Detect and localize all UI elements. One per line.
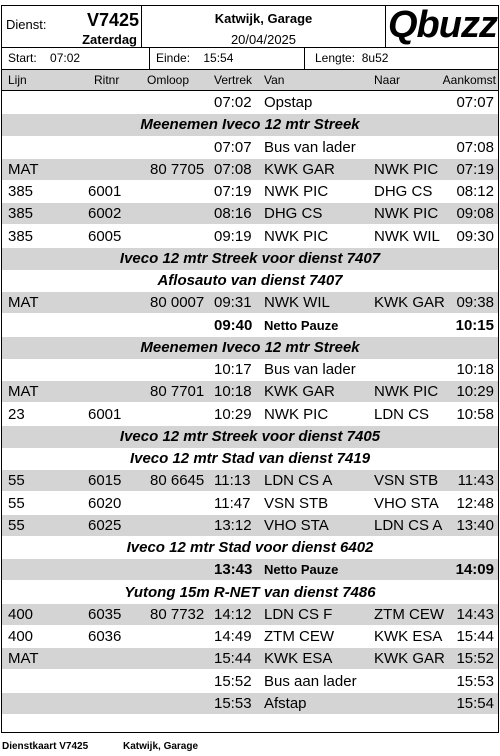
pause-row bbox=[2, 315, 498, 337]
cell-lijn: 385 bbox=[8, 227, 34, 245]
cell-vertrek: 14:49 bbox=[214, 628, 252, 645]
cell-lijn: 385 bbox=[8, 183, 34, 200]
trip-row bbox=[2, 381, 498, 403]
cell-van: DHG CS bbox=[264, 205, 323, 223]
cell-lijn: MAT bbox=[8, 650, 39, 668]
cell-vertrek: 14:12 bbox=[214, 605, 252, 623]
cell-van: Afstap bbox=[264, 694, 307, 712]
cell-lijn: MAT bbox=[8, 160, 39, 178]
cell-lijn: 400 bbox=[8, 628, 34, 645]
cell-van: VSN STB bbox=[264, 494, 329, 512]
cell-naar: NWK PIC bbox=[374, 383, 439, 401]
cell-vertrek: 07:19 bbox=[214, 183, 252, 200]
trip-row bbox=[2, 470, 498, 492]
start-cell bbox=[2, 48, 150, 69]
cell-vertrek: 09:31 bbox=[214, 294, 252, 312]
cell-van: NWK PIC bbox=[264, 183, 329, 200]
cell-lijn: MAT bbox=[8, 294, 39, 312]
cell-vertrek: 07:07 bbox=[214, 138, 252, 156]
cell-vertrek: 09:40 bbox=[214, 316, 253, 334]
cell-vertrek: 15:52 bbox=[214, 672, 252, 690]
section-title: Meenemen Iveco 12 mtr Streek bbox=[2, 114, 498, 136]
cell-vertrek: 10:18 bbox=[214, 383, 252, 401]
cell-naar: NWK PIC bbox=[374, 205, 439, 223]
cell-vertrek: 15:44 bbox=[214, 650, 252, 668]
cell-aankomst: 15:52 bbox=[456, 650, 494, 668]
cell-van: Netto Pauze bbox=[264, 317, 339, 333]
cell-aankomst: 07:19 bbox=[456, 160, 494, 178]
cell-van: LDN CS A bbox=[264, 472, 333, 490]
cell-naar: LDN CS bbox=[374, 405, 430, 423]
cell-vertrek: 08:16 bbox=[214, 205, 252, 223]
cell-ritnr: 6025 bbox=[88, 516, 122, 534]
trip-row bbox=[2, 159, 498, 181]
cell-aankomst: 15:54 bbox=[456, 694, 494, 712]
cell-ritnr: 6035 bbox=[88, 605, 122, 623]
section-title: Iveco 12 mtr Stad voor dienst 6402 bbox=[126, 539, 374, 556]
cell-vertrek: 07:08 bbox=[214, 160, 252, 178]
cell-lijn: 55 bbox=[8, 494, 25, 512]
cell-vertrek: 10:17 bbox=[214, 361, 252, 378]
cell-naar: KWK ESA bbox=[374, 628, 443, 645]
cell-naar: KWK GAR bbox=[374, 650, 445, 668]
col-aankomst: Aankomst bbox=[442, 73, 496, 87]
cell-naar: NWK WIL bbox=[374, 227, 440, 245]
col-van: Van bbox=[264, 73, 285, 87]
cell-ritnr: 6001 bbox=[88, 183, 122, 200]
section-title: Yutong 15m R-NET van dienst 7486 bbox=[124, 583, 376, 601]
cell-ritnr: 6001 bbox=[88, 405, 122, 423]
cell-vertrek: 07:02 bbox=[214, 94, 252, 111]
cell-van: KWK GAR bbox=[264, 383, 335, 401]
trip-row bbox=[2, 181, 498, 203]
cell-van: ZTM CEW bbox=[264, 628, 334, 645]
cell-van: NWK WIL bbox=[264, 294, 330, 312]
times-bar bbox=[2, 48, 498, 70]
trip-row bbox=[2, 203, 498, 225]
column-header bbox=[2, 70, 498, 91]
cell-vertrek: 09:19 bbox=[214, 227, 252, 245]
cell-omloop: 80 7705 bbox=[150, 160, 205, 178]
cell-van: Opstap bbox=[264, 94, 313, 111]
date: 20/04/2025 bbox=[230, 32, 297, 47]
section-title: Aflosauto van dienst 7407 bbox=[157, 272, 343, 289]
cell-omloop: 80 6645 bbox=[150, 472, 205, 490]
qbuzz-logo: Qbuzz bbox=[388, 4, 497, 46]
cell-omloop: 80 7732 bbox=[150, 605, 205, 623]
cell-aankomst: 13:40 bbox=[456, 516, 494, 534]
section-title: Iveco 12 mtr Streek voor dienst 7405 bbox=[2, 426, 498, 448]
cell-ritnr: 6002 bbox=[88, 205, 122, 223]
cell-van: Netto Pauze bbox=[264, 562, 339, 578]
cell-aankomst: 11:43 bbox=[457, 472, 494, 490]
cell-lijn: MAT bbox=[8, 383, 39, 401]
trip-row bbox=[2, 693, 498, 715]
cell-naar: NWK PIC bbox=[374, 160, 439, 178]
duty-card bbox=[1, 5, 499, 733]
trip-row bbox=[2, 626, 498, 648]
section-title: Iveco 12 mtr Stad van dienst 7419 bbox=[129, 450, 371, 467]
cell-naar: ZTM CEW bbox=[374, 605, 444, 623]
trip-row bbox=[2, 404, 498, 426]
cell-aankomst: 15:44 bbox=[456, 628, 494, 645]
cell-van: NWK PIC bbox=[264, 227, 329, 245]
cell-van: Bus aan lader bbox=[264, 672, 357, 690]
lengte-label: Lengte: bbox=[315, 51, 356, 65]
cell-aankomst: 14:43 bbox=[456, 605, 494, 623]
cell-van: LDN CS F bbox=[264, 605, 333, 623]
footer bbox=[2, 741, 199, 752]
trip-row bbox=[2, 671, 498, 693]
trip-row bbox=[2, 493, 498, 515]
cell-lijn: 385 bbox=[8, 205, 34, 223]
trip-row bbox=[2, 515, 498, 537]
col-ritnr: Ritnr bbox=[94, 73, 120, 87]
col-omloop: Omloop bbox=[147, 73, 190, 87]
col-naar: Naar bbox=[374, 73, 401, 87]
cell-lijn: 23 bbox=[8, 405, 25, 423]
cell-aankomst: 08:12 bbox=[456, 183, 494, 200]
cell-aankomst: 10:29 bbox=[456, 383, 494, 401]
trip-row bbox=[2, 604, 498, 626]
lengte-value: 8u52 bbox=[361, 51, 389, 65]
cell-aankomst: 12:48 bbox=[456, 494, 494, 512]
dienst-label: Dienst: bbox=[6, 17, 47, 32]
col-vertrek: Vertrek bbox=[214, 73, 253, 87]
cell-omloop: 80 7701 bbox=[150, 383, 205, 401]
section-title: Meenemen Iveco 12 mtr Streek bbox=[2, 337, 498, 359]
cell-lijn: 400 bbox=[8, 605, 34, 623]
cell-vertrek: 11:47 bbox=[214, 494, 251, 512]
cell-van: Bus van lader bbox=[264, 138, 356, 156]
footer-left: Dienstkaart V7425 bbox=[2, 741, 89, 752]
cell-aankomst: 09:30 bbox=[456, 227, 494, 245]
einde-label: Einde: bbox=[156, 51, 191, 65]
cell-aankomst: 14:09 bbox=[455, 561, 494, 579]
cell-naar: LDN CS A bbox=[374, 516, 443, 534]
cell-aankomst: 07:08 bbox=[456, 138, 494, 156]
trip-row bbox=[2, 137, 498, 159]
cell-ritnr: 6015 bbox=[88, 472, 122, 490]
cell-aankomst: 09:38 bbox=[456, 294, 494, 312]
section-title: Iveco 12 mtr Streek voor dienst 7407 bbox=[2, 248, 498, 270]
trip-row bbox=[2, 226, 498, 248]
cell-van: VHO STA bbox=[264, 516, 329, 534]
einde-cell bbox=[150, 48, 305, 69]
cell-vertrek: 13:12 bbox=[214, 516, 252, 534]
card-header bbox=[2, 6, 498, 48]
cell-lijn: 55 bbox=[8, 516, 25, 534]
cell-naar: VHO STA bbox=[374, 494, 439, 512]
cell-naar: VSN STB bbox=[374, 472, 439, 490]
cell-van: NWK PIC bbox=[264, 405, 329, 423]
trip-row bbox=[2, 92, 498, 114]
cell-aankomst: 15:53 bbox=[456, 672, 494, 690]
cell-vertrek: 13:43 bbox=[214, 561, 253, 579]
trip-row bbox=[2, 292, 498, 314]
col-lijn: Lijn bbox=[8, 73, 27, 87]
dienst-cell bbox=[2, 6, 142, 48]
cell-ritnr: 6036 bbox=[88, 628, 122, 645]
start-time: 07:02 bbox=[50, 51, 81, 65]
cell-ritnr: 6020 bbox=[88, 494, 122, 512]
einde-time: 15:54 bbox=[203, 51, 234, 65]
cell-naar: DHG CS bbox=[374, 183, 433, 200]
pause-row bbox=[2, 559, 498, 581]
trip-row bbox=[2, 648, 498, 670]
cell-vertrek: 15:53 bbox=[214, 694, 252, 712]
lengte-cell bbox=[305, 48, 498, 69]
cell-vertrek: 10:29 bbox=[214, 405, 252, 423]
logo-cell bbox=[386, 6, 498, 48]
cell-aankomst: 09:08 bbox=[456, 205, 494, 223]
footer-right: Katwijk, Garage bbox=[123, 741, 199, 752]
cell-aankomst: 10:58 bbox=[456, 405, 494, 423]
location: Katwijk, Garage bbox=[214, 11, 313, 26]
start-label: Start: bbox=[8, 51, 37, 65]
location-cell bbox=[142, 6, 386, 48]
trip-row bbox=[2, 359, 498, 381]
cell-ritnr: 6005 bbox=[88, 227, 122, 245]
dienst-number: V7425 bbox=[86, 10, 139, 30]
cell-vertrek: 11:13 bbox=[214, 472, 251, 490]
cell-van: KWK ESA bbox=[264, 650, 333, 668]
cell-aankomst: 10:18 bbox=[456, 361, 494, 378]
cell-omloop: 80 0007 bbox=[150, 294, 205, 312]
dienst-day: Zaterdag bbox=[82, 32, 137, 47]
cell-van: KWK GAR bbox=[264, 160, 335, 178]
cell-aankomst: 07:07 bbox=[456, 94, 494, 111]
cell-naar: KWK GAR bbox=[374, 294, 445, 312]
cell-van: Bus van lader bbox=[264, 361, 356, 378]
cell-aankomst: 10:15 bbox=[455, 316, 494, 334]
cell-lijn: 55 bbox=[8, 472, 25, 490]
